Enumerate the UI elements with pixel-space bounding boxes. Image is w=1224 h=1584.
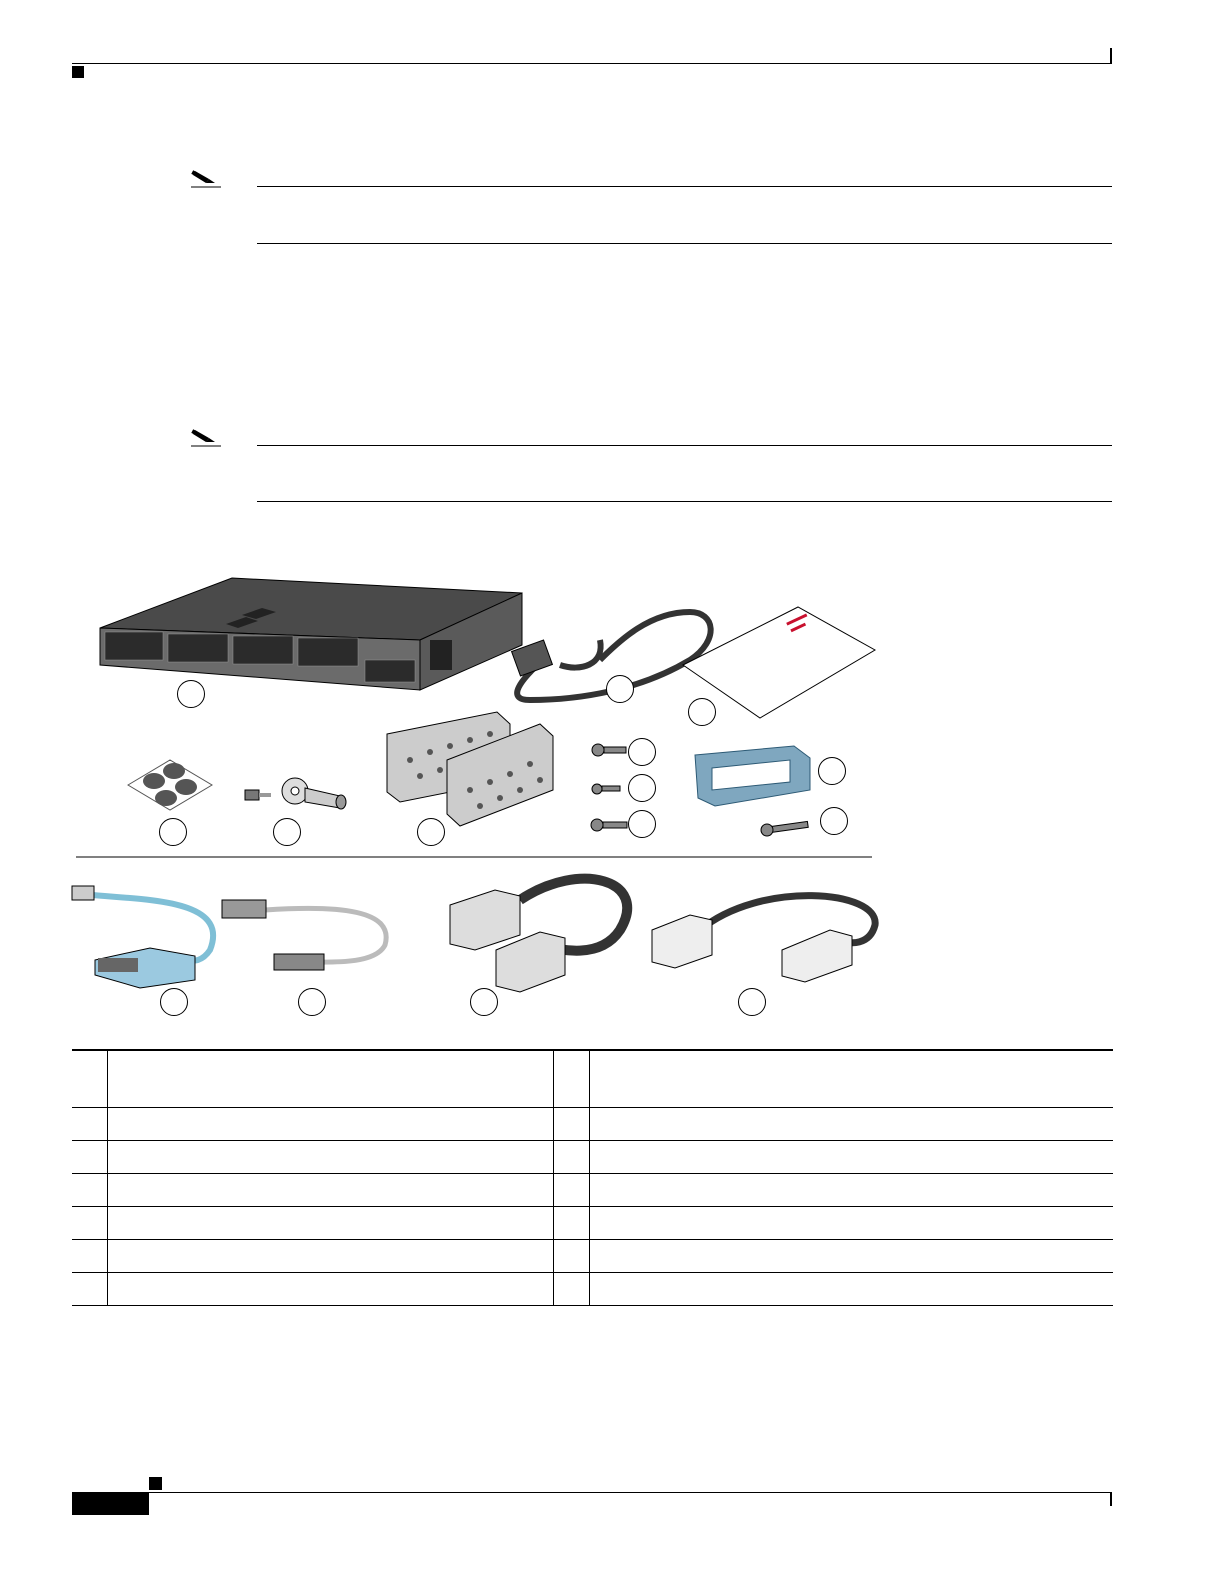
switch-illustration [100,578,522,690]
footer-marker [149,1477,162,1490]
note-pencil-icon [189,424,223,448]
header-tick [1110,48,1112,64]
callout-14 [470,988,498,1016]
rubber-feet-illustration [128,760,212,810]
ground-lug-illustration [245,778,346,809]
callout-13 [298,988,326,1016]
callout-11 [820,807,848,835]
cable-guide-illustration [695,746,810,806]
note-2-top-rule [257,445,1112,446]
footer-tick [1110,1492,1112,1506]
footer-rule [72,1492,1112,1493]
note-1-bottom-rule [257,243,1112,244]
usb-cable-illustration [222,900,386,970]
rack-brackets-illustration [387,712,553,826]
legend-row [72,1174,1113,1207]
note-pencil-icon [189,165,223,189]
legend-table [72,1049,1113,1306]
header-marker [72,66,84,78]
callout-3 [688,698,716,726]
legend-row [72,1273,1113,1306]
callout-6 [417,818,445,846]
page-number-block [72,1493,149,1515]
callout-8 [628,774,656,802]
callout-15 [738,988,766,1016]
callout-7 [628,738,656,766]
stack-cable-illustration [450,879,627,992]
console-cable-illustration [72,886,213,988]
power-stack-cable-illustration [652,896,875,982]
legend-row [72,1207,1113,1240]
header-rule [72,63,1112,64]
callout-4 [159,818,187,846]
note-2-bottom-rule [257,501,1112,502]
legend-row [72,1141,1113,1174]
callout-1 [177,680,205,708]
legend-row [72,1108,1113,1141]
callout-9 [628,810,656,838]
callout-12 [160,988,188,1016]
callout-5 [273,818,301,846]
legend-row [72,1240,1113,1273]
package-contents-figure [60,570,890,1020]
callout-2 [606,675,634,703]
callout-10 [818,757,846,785]
note-1-top-rule [257,186,1112,187]
legend-row [72,1050,1113,1108]
